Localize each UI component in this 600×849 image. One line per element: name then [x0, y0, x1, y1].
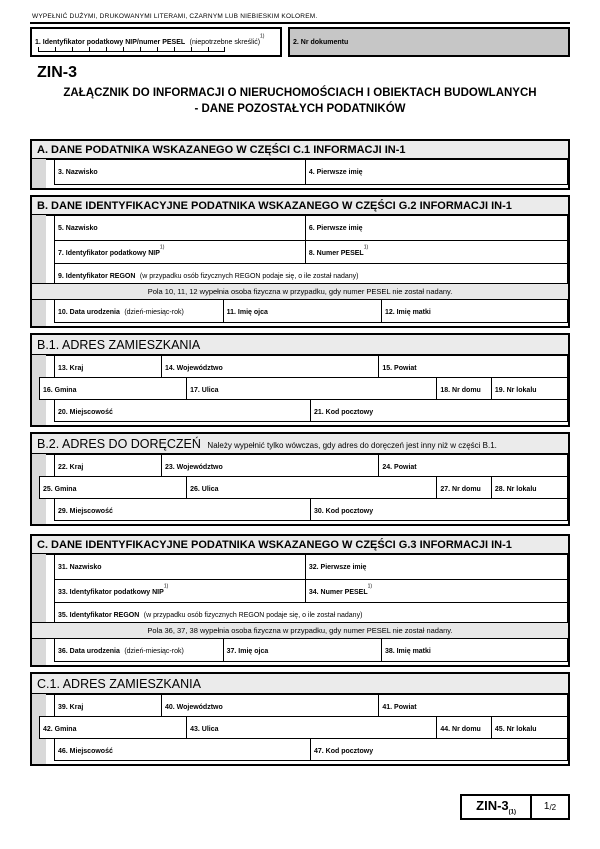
- field-29-label: 29. Miejscowość: [58, 508, 113, 515]
- field-4-label: 4. Pierwsze imię: [308, 169, 363, 176]
- field-47-label: 47. Kod pocztowy: [314, 748, 374, 755]
- field-38-label: 38. Imię matki: [384, 648, 431, 655]
- field-15-powiat[interactable]: [378, 355, 568, 378]
- field-1-footnote: 1): [260, 33, 265, 40]
- section-b-note: Pola 10, 11, 12 wypełnia osoba fizyczna w przypadku, gdy numer PESEL nie został nadany.: [32, 283, 568, 300]
- field-27-label: 27. Nr domu: [440, 486, 481, 493]
- field-14-label: 14. Województwo: [164, 365, 223, 372]
- field-38-imie-matki[interactable]: [381, 638, 568, 662]
- field-7-nip[interactable]: [54, 240, 306, 264]
- identification-row: [30, 27, 570, 57]
- field-36-data-urodzenia[interactable]: [54, 638, 224, 662]
- form-title-line2: - DANE POZOSTAŁYCH PODATNIKÓW: [194, 103, 406, 115]
- field-1-label: 1. Identyfikator podatkowy NIP/numer PESEL: [35, 39, 186, 46]
- section-c1-header: C.1. ADRES ZAMIESZKANIA: [32, 674, 568, 695]
- field-11-imie-ojca[interactable]: [223, 299, 382, 323]
- field-19-nr-lokalu[interactable]: [491, 377, 568, 400]
- footer-page-total: 2: [551, 803, 557, 813]
- field-43-label: 43. Ulica: [190, 726, 219, 733]
- field-13-kraj[interactable]: [54, 355, 162, 378]
- section-c1: [30, 672, 570, 766]
- field-35-label: 35. Identyfikator REGON: [58, 612, 140, 619]
- field-3-nazwisko[interactable]: [54, 159, 306, 185]
- field-33-footnote: 1): [163, 583, 169, 590]
- field-39-label: 39. Kraj: [58, 704, 84, 711]
- field-14-wojewodztwo[interactable]: [161, 355, 379, 378]
- field-21-label: 21. Kod pocztowy: [314, 409, 374, 416]
- field-24-powiat[interactable]: [378, 454, 568, 477]
- field-10-label: 10. Data urodzenia: [58, 309, 120, 316]
- field-18-label: 18. Nr domu: [440, 387, 481, 394]
- field-2-label: 2. Nr dokumentu: [293, 39, 349, 46]
- field-4-pierwsze-imie[interactable]: [305, 159, 568, 185]
- section-a-header: A. DANE PODATNIKA WSKAZANEGO W CZĘŚCI C.1 INFORMACJI IN-1: [32, 141, 568, 160]
- field-42-label: 42. Gmina: [43, 726, 77, 733]
- field-41-label: 41. Powiat: [382, 704, 417, 711]
- footer-form-code-text: ZIN-3: [476, 798, 509, 813]
- field-9-regon[interactable]: [54, 263, 568, 284]
- section-a: [30, 139, 570, 190]
- field-25-gmina[interactable]: [39, 476, 187, 499]
- field-13-label: 13. Kraj: [58, 365, 84, 372]
- field-33-label: 33. Identyfikator podatkowy NIP: [58, 589, 164, 596]
- field-2-nr-dokumentu[interactable]: [288, 27, 570, 57]
- section-b1-header: B.1. ADRES ZAMIESZKANIA: [32, 335, 568, 356]
- field-31-label: 31. Nazwisko: [58, 564, 102, 571]
- field-8-label: 8. Numer PESEL: [308, 250, 364, 257]
- footer-form-variant: (1): [508, 809, 516, 816]
- field-26-label: 26. Ulica: [190, 486, 219, 493]
- field-5-nazwisko[interactable]: [54, 215, 306, 241]
- section-b2-header: [32, 434, 568, 455]
- field-36-label: 36. Data urodzenia: [58, 648, 120, 655]
- section-a-left-strip: [32, 159, 46, 188]
- section-b2: [30, 432, 570, 526]
- field-19-label: 19. Nr lokalu: [494, 387, 537, 394]
- field-47-kod-pocztowy[interactable]: [310, 738, 568, 761]
- field-40-label: 40. Województwo: [164, 704, 223, 711]
- field-39-kraj[interactable]: [54, 694, 162, 717]
- section-b1: [30, 333, 570, 427]
- field-9-hint: (w przypadku osób fizycznych REGON podaje się, o ile został nadany): [139, 273, 359, 280]
- field-5-label: 5. Nazwisko: [58, 225, 98, 232]
- footer-page-number: [532, 796, 568, 818]
- section-c-note: Pola 36, 37, 38 wypełnia osoba fizyczna w przypadku, gdy numer PESEL nie został nadany.: [32, 622, 568, 639]
- field-22-kraj[interactable]: [54, 454, 162, 477]
- field-28-label: 28. Nr lokalu: [494, 486, 537, 493]
- field-22-label: 22. Kraj: [58, 464, 84, 471]
- form-title: [30, 85, 570, 117]
- field-8-footnote: 1): [363, 244, 369, 251]
- field-24-label: 24. Powiat: [382, 464, 417, 471]
- field-34-label: 34. Numer PESEL: [308, 589, 368, 596]
- field-26-ulica[interactable]: [186, 476, 437, 499]
- field-6-pierwsze-imie[interactable]: [305, 215, 568, 241]
- section-b-left-strip: [32, 215, 46, 326]
- field-45-label: 45. Nr lokalu: [494, 726, 537, 733]
- field-34-footnote: 1): [367, 583, 373, 590]
- field-31-nazwisko[interactable]: [54, 554, 306, 580]
- field-40-wojewodztwo[interactable]: [161, 694, 379, 717]
- field-43-ulica[interactable]: [186, 716, 437, 739]
- section-c: [30, 534, 570, 667]
- section-b: [30, 195, 570, 328]
- field-29-miejscowosc[interactable]: [54, 498, 311, 521]
- field-27-nr-domu[interactable]: [436, 476, 492, 499]
- field-9-label: 9. Identyfikator REGON: [58, 273, 136, 280]
- field-7-label: 7. Identyfikator podatkowy NIP: [58, 250, 160, 257]
- field-34-pesel[interactable]: [305, 579, 568, 603]
- field-16-gmina[interactable]: [39, 377, 187, 400]
- field-11-label: 11. Imię ojca: [226, 309, 268, 316]
- form-code: ZIN-3: [37, 64, 77, 81]
- field-36-hint: (dzień-miesiąc-rok): [124, 648, 184, 655]
- page-footer: [30, 794, 570, 820]
- field-32-label: 32. Pierwsze imię: [308, 564, 367, 571]
- field-25-label: 25. Gmina: [43, 486, 77, 493]
- field-10-hint: (dzień-miesiąc-rok): [124, 309, 184, 316]
- form-title-line1: ZAŁĄCZNIK DO INFORMACJI O NIERUCHOMOŚCIACH I OBIEKTACH BUDOWLANYCH: [63, 87, 537, 99]
- footer-page-sep: /: [549, 803, 552, 813]
- field-18-nr-domu[interactable]: [436, 377, 492, 400]
- field-20-miejscowosc[interactable]: [54, 399, 311, 422]
- field-46-miejscowosc[interactable]: [54, 738, 311, 761]
- field-15-label: 15. Powiat: [382, 365, 417, 372]
- field-10-data-urodzenia[interactable]: [54, 299, 224, 323]
- field-23-wojewodztwo[interactable]: [161, 454, 379, 477]
- field-45-nr-lokalu[interactable]: [491, 716, 568, 739]
- field-12-label: 12. Imię matki: [384, 309, 431, 316]
- field-23-label: 23. Województwo: [164, 464, 223, 471]
- field-17-ulica[interactable]: [186, 377, 437, 400]
- fill-instruction: WYPEŁNIĆ DUŻYMI, DRUKOWANYMI LITERAMI, CZARNYM LUB NIEBIESKIM KOLOREM.: [30, 13, 570, 24]
- field-37-imie-ojca[interactable]: [223, 638, 382, 662]
- section-b2-note: Należy wypełnić tylko wówczas, gdy adres do doręczeń jest inny niż w części B.1.: [207, 441, 497, 450]
- field-20-label: 20. Miejscowość: [58, 409, 113, 416]
- field-1-nip-pesel[interactable]: [30, 27, 282, 57]
- field-32-pierwsze-imie[interactable]: [305, 554, 568, 580]
- footer-box: [460, 794, 570, 820]
- field-44-label: 44. Nr domu: [440, 726, 481, 733]
- field-6-label: 6. Pierwsze imię: [308, 225, 363, 232]
- field-30-label: 30. Kod pocztowy: [314, 508, 374, 515]
- field-33-nip[interactable]: [54, 579, 306, 603]
- section-b-header: B. DANE IDENTYFIKACYJNE PODATNIKA WSKAZANEGO W CZĘŚCI G.2 INFORMACJI IN-1: [32, 197, 568, 216]
- field-16-label: 16. Gmina: [43, 387, 77, 394]
- field-7-footnote: 1): [159, 244, 165, 251]
- field-44-nr-domu[interactable]: [436, 716, 492, 739]
- footer-form-code: [462, 796, 532, 818]
- section-c-left-strip: [32, 554, 46, 665]
- field-37-label: 37. Imię ojca: [226, 648, 269, 655]
- field-46-label: 46. Miejscowość: [58, 748, 113, 755]
- field-21-kod-pocztowy[interactable]: [310, 399, 568, 422]
- field-35-hint: (w przypadku osób fizycznych REGON podaje się, o ile został nadany): [143, 612, 363, 619]
- field-17-label: 17. Ulica: [190, 387, 219, 394]
- field-1-hint: (niepotrzebne skreślić): [189, 39, 261, 46]
- nip-pesel-digit-boxes[interactable]: [38, 47, 225, 52]
- section-c-header: C. DANE IDENTYFIKACYJNE PODATNIKA WSKAZANEGO W CZĘŚCI G.3 INFORMACJI IN-1: [32, 536, 568, 555]
- footer-page-current: 1: [543, 801, 550, 813]
- field-42-gmina[interactable]: [39, 716, 187, 739]
- field-41-powiat[interactable]: [378, 694, 568, 717]
- field-28-nr-lokalu[interactable]: [491, 476, 568, 499]
- field-30-kod-pocztowy[interactable]: [310, 498, 568, 521]
- section-b2-title: B.2. ADRES DO DORĘCZEŃ: [37, 437, 201, 451]
- field-3-label: 3. Nazwisko: [58, 169, 98, 176]
- field-12-imie-matki[interactable]: [381, 299, 568, 323]
- field-8-pesel[interactable]: [305, 240, 568, 264]
- field-35-regon[interactable]: [54, 602, 568, 623]
